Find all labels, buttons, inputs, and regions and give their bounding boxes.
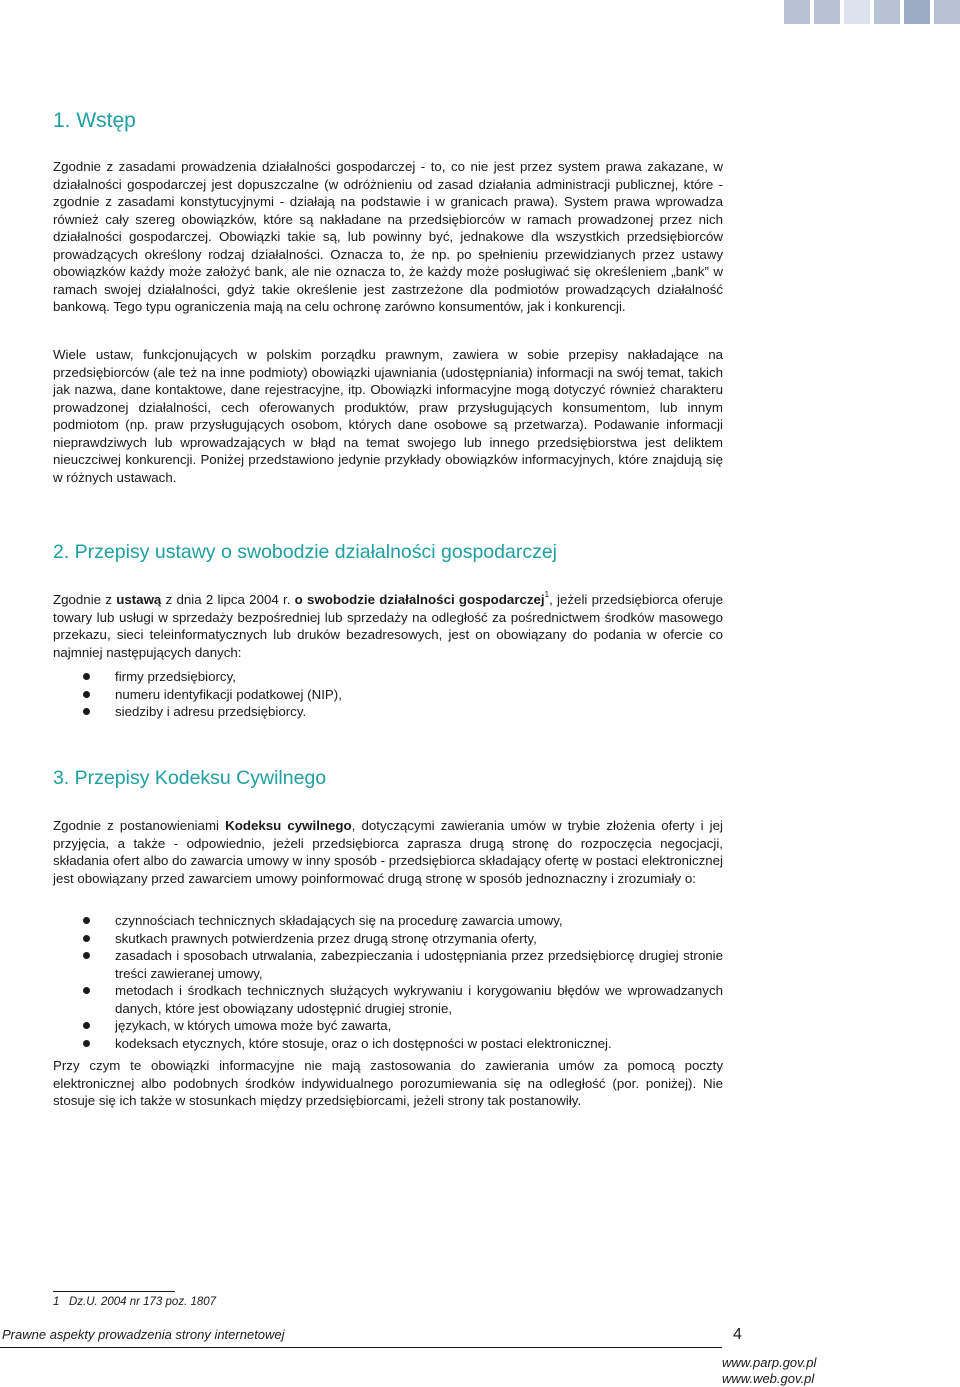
list-item <box>53 1035 723 1053</box>
footer-link-web[interactable]: www.web.gov.pl <box>722 1371 815 1386</box>
section-1-paragraph-1: Zgodnie z zasadami prowadzenia działalności gospodarczej - to, co nie jest przez system prawa zakazane, w działalności gospodarczej jest dopuszczalne (w odróżnieniu od zasad działania administracji publicznej, które - zgodnie z zasadami konstytucyjnymi - działają na podstawie i w granicach prawa). System prawa wprowadza również cały szereg obowiązków, które są nakładane na przedsiębiorców w ramach prowadzonej przez nich działalności gospodarczej. Obowiązki takie są, lub powinny być, jednakowe dla wszystkich przedsiębiorców prowadzących określony rodzaj działalności. Oznacza to, że np. po spełnieniu przewidzianych przez ustawy obowiązków każdy może założyć bank, ale nie oznacza to, że każdy może posługiwać się określeniem „bank” w ramach swojej działalności, gdyż takie określenie jest zastrzeżone dla podmiotów prowadzących działalność bankową. Tego typu ograniczenia mają na celu ochronę zarówno konsumentów, jak i konkurencji. <box>53 159 723 314</box>
list-item <box>53 686 723 704</box>
list-item-text: czynnościach technicznych składających się na procedurę zawarcia umowy, <box>115 913 563 928</box>
page-number: 4 <box>733 1326 742 1343</box>
section-3-list <box>53 912 723 1052</box>
list-item-text: numeru identyfikacji podatkowej (NIP), <box>115 686 342 702</box>
bold-text: o swobodzie działalności gospodarczej <box>294 592 545 607</box>
text: Zgodnie z postanowieniami <box>53 818 226 833</box>
section-2-list <box>53 668 723 721</box>
bullet-icon <box>83 935 90 942</box>
footer-link-parp[interactable]: www.parp.gov.pl <box>722 1355 817 1370</box>
list-item <box>53 947 723 982</box>
decor-square <box>934 0 960 24</box>
list-item <box>53 930 723 948</box>
section-2-paragraph <box>53 591 723 661</box>
section-1-heading: 1. Wstęp <box>53 109 136 132</box>
list-item-text: siedziby i adresu przedsiębiorcy. <box>115 704 307 719</box>
bold-text: ustawą <box>116 592 162 607</box>
footer-urls <box>722 1355 816 1387</box>
decor-square <box>814 0 840 24</box>
text: , jeżeli przedsiębiorca oferuje towary lub usługi w sprzedaży bezpośredniej lub sprzedaży na odległość za pośrednictwem środków masowego przekazu, sieci teleinformatycznych lub druków bezadresowych, jest on obowiązany do podania w ofercie co najmniej następujących danych: <box>53 592 724 660</box>
footnote-ref[interactable]: 1 <box>544 590 550 599</box>
list-item-text: zasadach i sposobach utrwalania, zabezpieczania i udostępniania przez przedsiębiorcę drugiej stronie treści zawieranej umowy, <box>115 948 723 981</box>
footnote-number: 1 <box>53 1296 60 1308</box>
section-2-heading: 2. Przepisy ustawy o swobodzie działalności gospodarczej <box>53 541 558 563</box>
list-item <box>53 982 723 1017</box>
section-3-heading: 3. Przepisy Kodeksu Cywilnego <box>53 767 327 789</box>
list-item <box>53 668 723 686</box>
list-item <box>53 912 723 930</box>
bullet-icon <box>83 708 90 715</box>
footnote <box>53 1296 216 1308</box>
section-3-closing-paragraph: Przy czym te obowiązki informacyjne nie mają zastosowania do zawierania umów za pomocą poczty elektronicznej albo podobnych środków indywidualnego porozumiewania się na odległość (por. poniżej). Nie stosuje się ich także w stosunkach między przedsiębiorcami, jeżeli strony tak postanowiły. <box>53 1058 723 1108</box>
bullet-icon <box>83 917 90 924</box>
text: Zgodnie z <box>53 592 117 607</box>
list-item <box>53 703 723 721</box>
list-item-text: metodach i środkach technicznych służących wykrywaniu i korygowaniu błędów we wprowadzanych danych, które jest obowiązany udostępnić drugiej stronie, <box>115 983 723 1016</box>
decor-square <box>844 0 870 24</box>
bullet-icon <box>83 673 90 680</box>
list-item <box>53 1017 723 1035</box>
bold-text: Kodeksu cywilnego <box>225 818 352 833</box>
section-3-paragraph <box>53 817 723 887</box>
list-item-text: skutkach prawnych potwierdzenia przez drugą stronę otrzymania oferty, <box>115 930 537 946</box>
bullet-icon <box>83 952 90 959</box>
bullet-icon <box>83 1040 90 1047</box>
bullet-icon <box>83 1022 90 1029</box>
decor-square <box>904 0 930 24</box>
footer-divider <box>0 1347 722 1348</box>
list-item-text: kodeksach etycznych, które stosuje, oraz o ich dostępności w postaci elektronicznej. <box>115 1035 612 1051</box>
bullet-icon <box>83 691 90 698</box>
decor-square <box>874 0 900 24</box>
footnote-divider <box>53 1291 175 1292</box>
text: , dotyczącymi zawierania umów w trybie złożenia oferty i jej przyjęcia, a także - odpowiednio, jeżeli przedsiębiorca zaprasza drugą stronę do rozpoczęcia negocjacji, składania ofert albo do zawarcia umowy w inny sposób - przedsiębiorca składający ofertę w postaci elektronicznej jest obowiązany przed zawarciem umowy poinformować drugą stronę w sposób jednoznaczny i zrozumiały o: <box>53 818 723 886</box>
text: z dnia 2 lipca 2004 r. <box>161 592 295 607</box>
bullet-icon <box>83 987 90 994</box>
section-1-paragraph-2: Wiele ustaw, funkcjonujących w polskim porządku prawnym, zawiera w sobie przepisy nakładające na przedsiębiorców (ale też na inne podmioty) obowiązki ujawniania (udostępniania) informacji na swój temat, takich jak nazwa, dane kontaktowe, dane rejestracyjne, itp. Obowiązki informacyjne mogą dotyczyć również charakteru prowadzonej działalności, cech oferowanych produktów, praw przysługujących konsumentom, lub innym podmiotom (np. praw przysługujących osobom, których dane osobowe są przetwarza). Podawanie informacji nieprawdziwych lub wprowadzających w błąd na temat swojego lub innego przedsiębiorstwa jest deliktem nieuczciwej konkurencji. Poniżej przedstawiono jedynie przykłady obowiązków informacyjnych, które znajdują się w różnych ustawach. <box>53 347 723 485</box>
footnote-text: Dz.U. 2004 nr 173 poz. 1807 <box>69 1296 217 1308</box>
footer-document-title: Prawne aspekty prowadzenia strony internetowej <box>2 1327 285 1342</box>
decor-square <box>784 0 810 24</box>
list-item-text: językach, w których umowa może być zawarta, <box>115 1018 392 1033</box>
header-decoration <box>784 0 960 24</box>
list-item-text: firmy przedsiębiorcy, <box>115 669 236 684</box>
